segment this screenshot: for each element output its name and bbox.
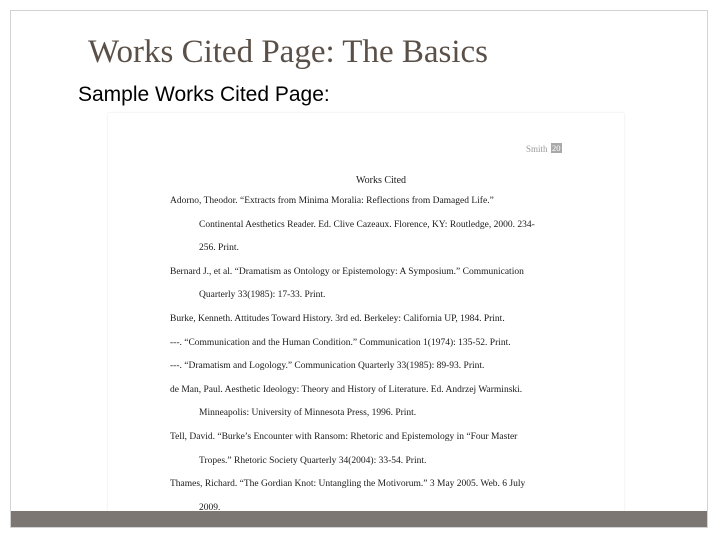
citation-line: ---. “Communication and the Human Condition.” Communication 1(1974): 135-52. Print.: [170, 337, 511, 348]
slide-footer-bar: [11, 511, 707, 527]
citation-line: Continental Aesthetics Reader. Ed. Clive Cazeaux. Florence, KY: Routledge, 2000. 234-: [199, 219, 535, 230]
citation-line: de Man, Paul. Aesthetic Ideology: Theory and History of Literature. Ed. Andrzej Warminski.: [170, 384, 523, 395]
citation-line: ---. “Dramatism and Logology.” Communication Quarterly 33(1985): 89-93. Print.: [170, 361, 485, 372]
citation-line: Bernard J., et al. “Dramatism as Ontology or Epistemology: A Symposium.” Communication: [170, 266, 524, 277]
citation-line: Adorno, Theodor. “Extracts from Minima Moralia: Reflections from Damaged Life.”: [170, 196, 494, 206]
works-cited-heading: Works Cited: [355, 175, 407, 186]
citation-line: Thames, Richard. “The Gordian Knot: Untangling the Motivorum.” 3 May 2005. Web. 6 July: [170, 479, 526, 490]
citation-line: 256. Print.: [199, 243, 239, 254]
running-header-page-number: 20: [552, 143, 561, 153]
slide-subtitle: Sample Works Cited Page:: [78, 83, 330, 106]
running-header-name: Smith: [526, 144, 548, 154]
slide-title: Works Cited Page: The Basics: [88, 34, 489, 70]
citation-line: Quarterly 33(1985): 17-33. Print.: [199, 290, 326, 301]
citation-line: Burke, Kenneth. Attitudes Toward History. 3rd ed. Berkeley: California UP, 1984. Print.: [170, 314, 505, 324]
works-cited-sample-image: [108, 113, 624, 511]
citation-line: 2009.: [199, 502, 221, 511]
citation-line: Tell, David. “Burke’s Encounter with Ransom: Rhetoric and Epistemology in “Four Master: [170, 432, 518, 442]
citation-line: Tropes.” Rhetoric Society Quarterly 34(2004): 33-54. Print.: [199, 455, 427, 466]
citation-line: Minneapolis: University of Minnesota Press, 1996. Print.: [199, 408, 417, 419]
